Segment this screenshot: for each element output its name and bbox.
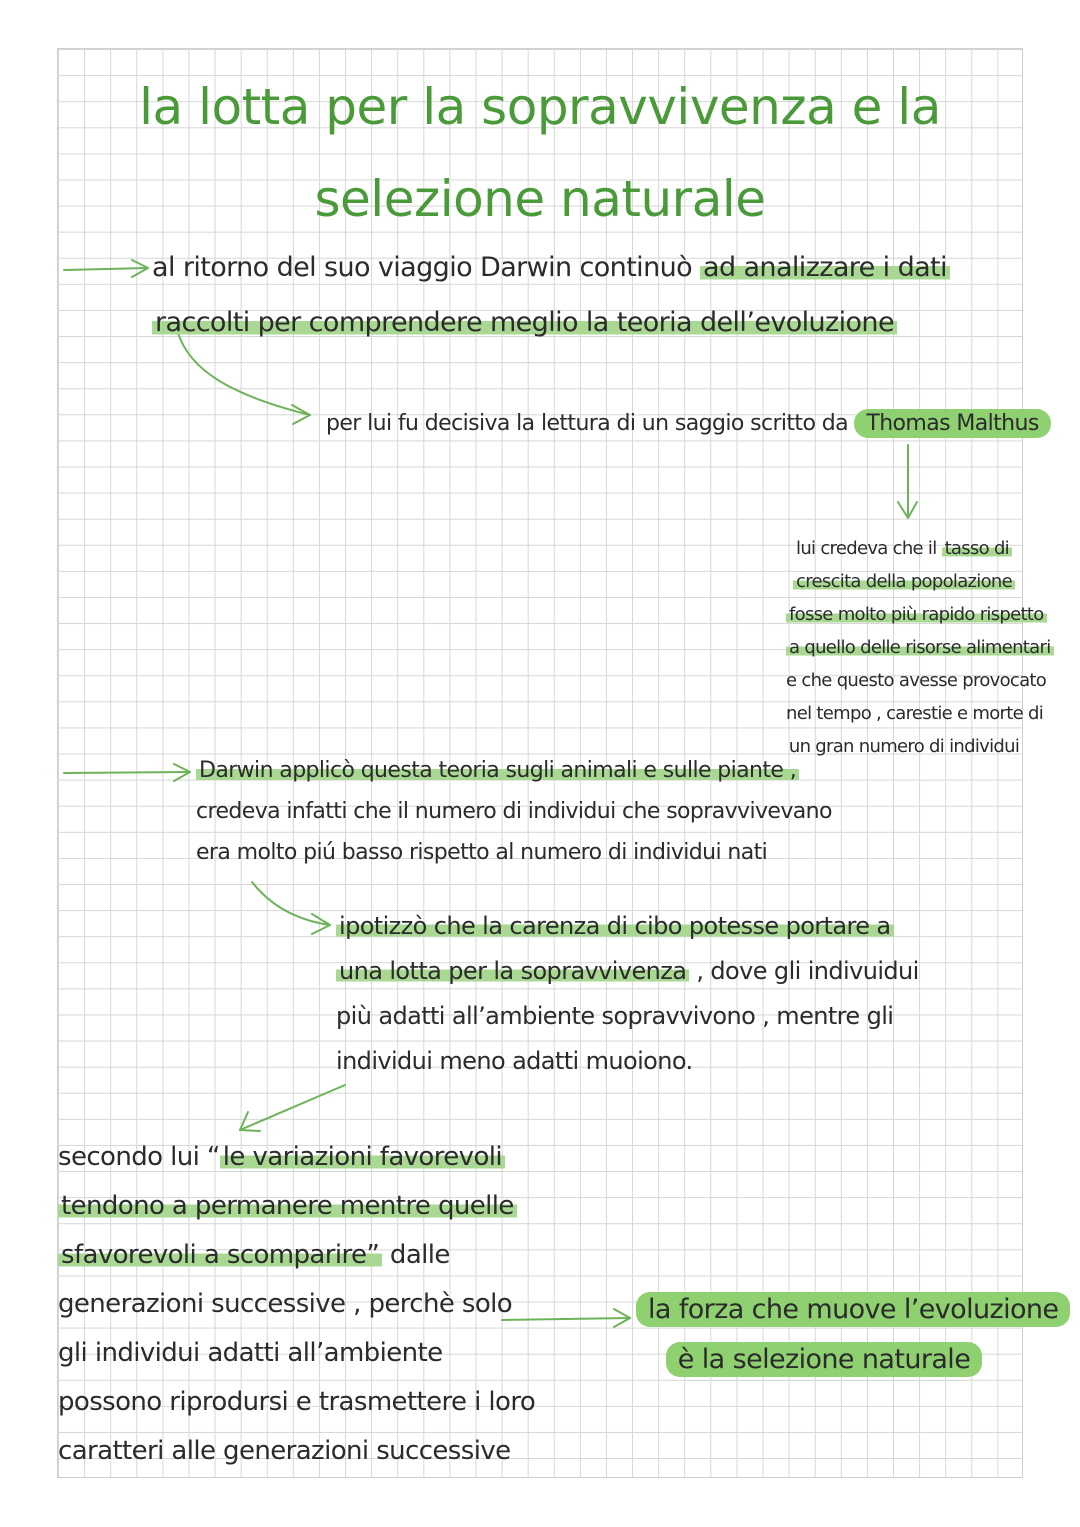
arrow-hypothesis xyxy=(252,882,330,934)
arrow-malthus xyxy=(178,333,310,424)
arrow-darwin xyxy=(64,764,190,781)
arrow-down-malthus xyxy=(898,445,917,518)
conclusion-line-2 xyxy=(636,1344,1012,1375)
quote-line-3-text: dalle xyxy=(382,1240,450,1270)
hypothesis-line-2-text: , dove gli indivuidui xyxy=(689,957,919,985)
arrow-quote xyxy=(240,1085,345,1131)
malthus-note-line-1-highlight: tasso di xyxy=(942,538,1012,559)
malthus-note-line-6: nel tempo , carestie e morte di xyxy=(786,703,1044,724)
darwin-line-2: credeva infatti che il numero di individui che sopravvivevano xyxy=(196,799,832,824)
malthus-note-line-5: e che questo avesse provocato xyxy=(786,670,1047,691)
quote-line-2 xyxy=(58,1191,517,1221)
intro-line-1 xyxy=(152,252,950,283)
quote-line-4: generazioni successive , perchè solo xyxy=(58,1289,513,1319)
malthus-note-line-1-text: lui credeva che il xyxy=(796,538,942,559)
quote-line-3-highlight: sfavorevoli a scomparire” xyxy=(58,1240,382,1270)
quote-line-1-text: secondo lui “ xyxy=(58,1142,220,1172)
hypothesis-line-3: più adatti all’ambiente sopravvivono , mentre gli xyxy=(336,1002,894,1030)
quote-line-1-highlight: le variazioni favorevoli xyxy=(220,1142,505,1172)
hypothesis-line-2-highlight: una lotta per la sopravvivenza xyxy=(336,957,689,985)
malthus-note-line-7: un gran numero di individui xyxy=(788,736,1020,757)
quote-line-1 xyxy=(58,1142,505,1172)
malthus-note-line-4 xyxy=(786,631,1051,664)
intro-line-1-highlight: ad analizzare i dati xyxy=(700,252,950,283)
intro-line-1-text: al ritorno del suo viaggio Darwin continuò xyxy=(152,252,701,283)
intro-line-2 xyxy=(152,307,897,338)
quote-line-5: gli individui adatti all’ambiente xyxy=(58,1338,443,1368)
darwin-line-1 xyxy=(196,758,799,783)
malthus-note-line-2 xyxy=(786,565,1022,598)
conclusion-line-1 xyxy=(636,1294,1059,1325)
hypothesis-line-1 xyxy=(336,912,894,940)
quote-line-7: caratteri alle generazioni successive xyxy=(58,1436,511,1466)
hypothesis-line-4: individui meno adatti muoiono. xyxy=(336,1047,693,1075)
malthus-name: Thomas Malthus xyxy=(854,409,1050,438)
darwin-line-3: era molto piú basso rispetto al numero di individui nati xyxy=(196,840,768,865)
darwin-line-1-highlight: Darwin applicò questa teoria sugli animali e sulle piante , xyxy=(196,758,799,783)
conclusion-line-2-highlight: è la selezione naturale xyxy=(666,1342,982,1377)
quote-line-3 xyxy=(58,1240,450,1270)
quote-line-2-highlight: tendono a permanere mentre quelle xyxy=(58,1191,517,1221)
malthus-note-line-1 xyxy=(786,532,1022,565)
hypothesis-line-1-highlight: ipotizzò che la carenza di cibo potesse portare a xyxy=(336,912,894,940)
malthus-note-line-4-highlight: a quello delle risorse alimentari xyxy=(786,637,1054,658)
page-title-line-2: selezione naturale xyxy=(314,170,766,228)
intro-line-2-highlight: raccolti per comprendere meglio la teoria dell’evoluzione xyxy=(152,307,897,338)
malthus-note-line-3 xyxy=(786,598,1044,631)
arrow-intro xyxy=(64,260,148,277)
conclusion-line-1-highlight: la forza che muove l’evoluzione xyxy=(636,1292,1070,1327)
quote-line-6: possono riprodursi e trasmettere i loro xyxy=(58,1387,536,1417)
malthus-note-line-2-highlight: crescita della popolazione xyxy=(793,571,1015,592)
arrow-conclusion xyxy=(502,1309,630,1327)
malthus-line xyxy=(326,411,1051,436)
malthus-note-line-3-highlight: fosse molto più rapido rispetto xyxy=(786,604,1047,625)
page-title-line-1: la lotta per la sopravvivenza e la xyxy=(139,78,941,136)
malthus-lead: per lui fu decisiva la lettura di un saggio scritto da xyxy=(326,411,855,436)
hypothesis-line-2 xyxy=(336,957,919,985)
